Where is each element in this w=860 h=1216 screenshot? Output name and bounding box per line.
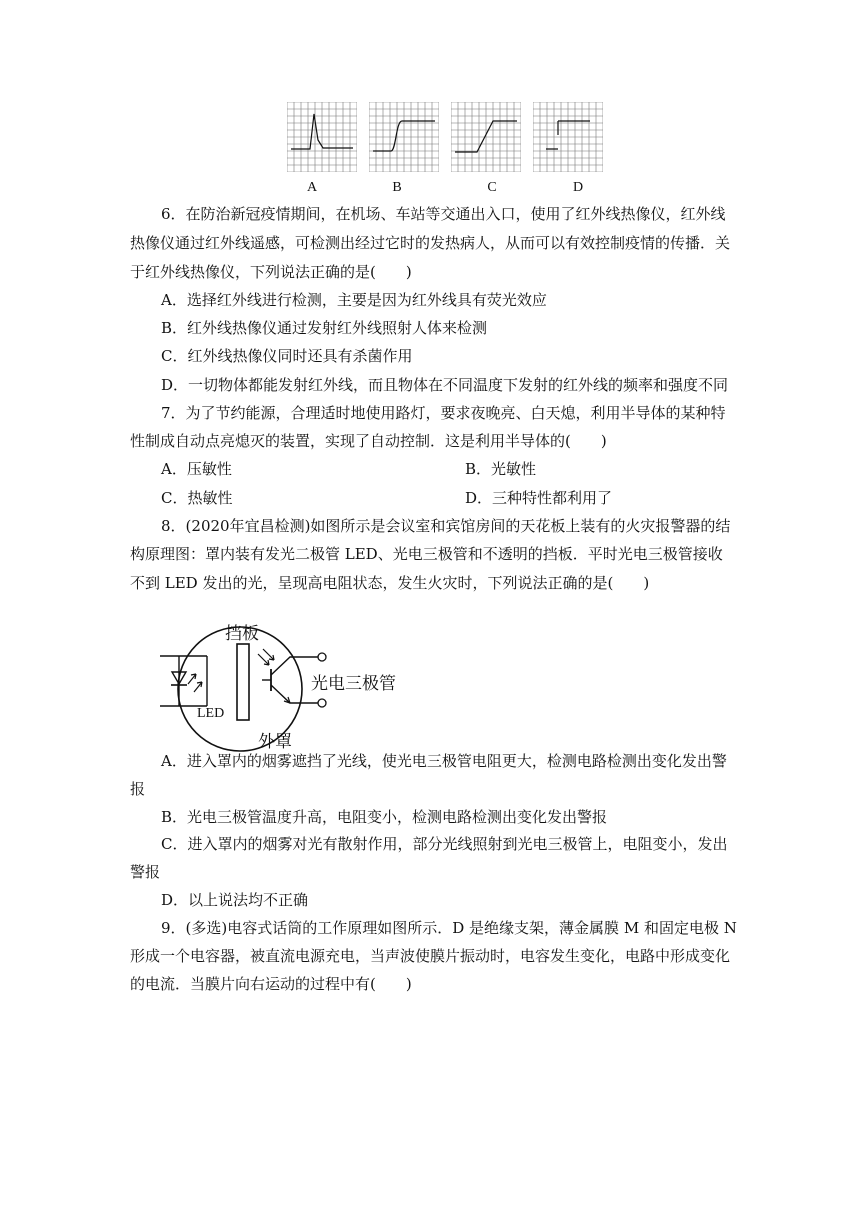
q6-stem-line1: 6．在防治新冠疫情期间，在机场、车站等交通出入口，使用了红外线热像仪，红外线	[161, 205, 726, 223]
graph-c	[451, 102, 521, 172]
q6-option-a: A．选择红外线进行检测，主要是因为红外线具有荧光效应	[161, 291, 547, 309]
baffle-label: 挡板	[225, 624, 259, 644]
transistor-label: 光电三极管	[311, 674, 396, 694]
q8-option-a-line2: 报	[130, 780, 146, 798]
q6-option-d: D．一切物体都能发射红外线，而且物体在不同温度下发射的红外线的频率和强度不同	[161, 376, 729, 394]
q8-option-a-line1: A．进入罩内的烟雾遮挡了光线，使光电三极管电阻更大，检测电路检测出变化发出警	[161, 752, 727, 770]
q9-stem-line3: 的电流．当膜片向右运动的过程中有( )	[130, 975, 412, 993]
q7-option-d: D．三种特性都利用了	[465, 489, 613, 507]
q8-stem-line1: 8．(2020年宜昌检测)如图所示是会议室和宾馆房间的天花板上装有的火灾报警器的结	[161, 517, 731, 535]
q7-stem-line2: 性制成自动点亮熄灭的装置，实现了自动控制．这是利用半导体的( )	[130, 432, 607, 450]
q6-option-b: B．红外线热像仪通过发射红外线照射人体来检测	[161, 319, 488, 337]
q6-option-c: C．红外线热像仪同时还具有杀菌作用	[161, 347, 413, 365]
graph-d	[533, 102, 603, 172]
graph-label-b: B	[392, 180, 402, 195]
q7-option-c: C．热敏性	[161, 489, 233, 507]
q7-option-b: B．光敏性	[465, 460, 537, 478]
q6-stem-line2: 热像仪通过红外线遥感，可检测出经过它时的发热病人，从而可以有效控制疫情的传播．关	[130, 234, 731, 252]
led-label: LED	[197, 706, 225, 721]
q8-option-c-line1: C．进入罩内的烟雾对光有散射作用，部分光线照射到光电三极管上，电阻变小，发出	[161, 835, 728, 853]
q7-option-a: A．压敏性	[161, 460, 232, 478]
graph-a	[287, 102, 357, 172]
cover-label: 外罩	[258, 732, 292, 752]
q7-stem-line1: 7．为了节约能源，合理适时地使用路灯，要求夜晚亮、白天熄，利用半导体的某种特	[161, 404, 726, 422]
graph-b	[369, 102, 439, 172]
graph-label-d: D	[572, 180, 584, 195]
q6-stem-line3: 于红外线热像仪，下列说法正确的是( )	[130, 263, 412, 281]
q9-stem-line2: 形成一个电容器，被直流电源充电，当声波使膜片振动时，电容发生变化，电路中形成变化	[130, 947, 731, 965]
q8-stem-line3: 不到 LED 发出的光，呈现高电阻状态，发生火灾时，下列说法正确的是( )	[130, 574, 650, 592]
q8-option-c-line2: 警报	[130, 863, 161, 881]
graph-label-c: C	[487, 180, 497, 195]
q8-option-b: B．光电三极管温度升高，电阻变小，检测电路检测出变化发出警报	[161, 808, 608, 826]
graph-label-a: A	[306, 180, 318, 195]
q8-option-d: D．以上说法均不正确	[161, 891, 309, 909]
q9-stem-line1: 9．(多选)电容式话筒的工作原理如图所示．D 是绝缘支架，薄金属膜 M 和固定电极 N	[161, 919, 737, 937]
q8-stem-line2: 构原理图：罩内装有发光二极管 LED、光电三极管和不透明的挡板．平时光电三极管接收	[130, 545, 723, 563]
